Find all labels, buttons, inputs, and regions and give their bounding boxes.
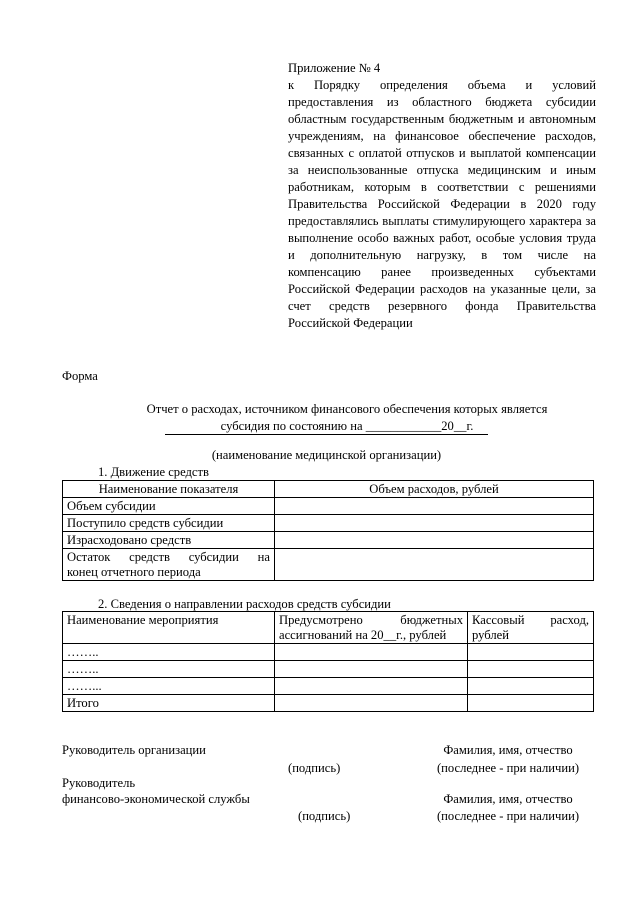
table-row xyxy=(63,661,594,678)
section2-heading: 2. Сведения о направлении расходов средств субсидии xyxy=(98,597,391,611)
report-title-line2: субсидия по состоянию на ____________20__г. xyxy=(220,419,474,433)
row-label: Объем субсидии xyxy=(63,498,275,515)
row-cell xyxy=(468,695,594,712)
col-header-cash: Кассовый расход, рублей xyxy=(468,612,594,644)
form-label: Форма xyxy=(62,369,98,383)
row-label: …….. xyxy=(63,661,275,678)
row-label: …….. xyxy=(63,644,275,661)
row-label-total: Итого xyxy=(63,695,275,712)
col-header-planned: Предусмотрено бюджетных ассигнований на 20__г., рублей xyxy=(275,612,468,644)
col-header-activity: Наименование мероприятия xyxy=(63,612,275,644)
table-row xyxy=(63,644,594,661)
table-row xyxy=(63,515,594,532)
row-cell xyxy=(468,661,594,678)
row-cell xyxy=(468,644,594,661)
row-value-cell xyxy=(275,515,594,532)
table-row xyxy=(63,532,594,549)
row-value-cell xyxy=(275,549,594,581)
table-row xyxy=(63,678,594,695)
row-cell xyxy=(275,661,468,678)
table-row-total xyxy=(63,695,594,712)
row-value-cell xyxy=(275,532,594,549)
fin-name-note: (последнее - при наличии) xyxy=(436,809,580,823)
appendix-text: к Порядку определения объема и условий предоставления из областного бюджета субсидии областным государственным бюджетным и автономным учреждениям, на финансовое обеспечение расходов, связанных с оплатой отпусков и выплатой компенсации за неиспользованные отпуска медицинским и иным работникам, которым в соответствии с решениями Правительства Российской Федерации в 2020 году предоставлялись выплаты стимулирующего характера за выполнение особо важных работ, особые условия труда и дополнительную нагрузку, в том числе на компенсацию ранее произведенных субъектами Российской Федерации расходов на указанные цели, за счет средств резервного фонда Правительства Российской Федерации xyxy=(288,78,596,330)
funds-movement-table xyxy=(62,480,594,581)
head-name-note: (последнее - при наличии) xyxy=(436,761,580,775)
table-header-row xyxy=(63,612,594,644)
row-label: ……... xyxy=(63,678,275,695)
row-cell xyxy=(468,678,594,695)
col-header-indicator: Наименование показателя xyxy=(63,481,275,498)
table-header-row xyxy=(63,481,594,498)
col-header-amount: Объем расходов, рублей xyxy=(275,481,594,498)
appendix-block xyxy=(288,60,596,332)
head-name-label: Фамилия, имя, отчество xyxy=(443,743,573,757)
row-cell xyxy=(275,644,468,661)
fin-signature-label-1: Руководитель xyxy=(62,776,136,790)
appendix-heading: Приложение № 4 xyxy=(288,61,381,75)
table-row xyxy=(63,498,594,515)
row-value-cell xyxy=(275,498,594,515)
row-label xyxy=(63,549,275,581)
row-cell xyxy=(275,695,468,712)
section1-heading: 1. Движение средств xyxy=(98,465,209,479)
head-signature-label: Руководитель организации xyxy=(62,743,206,757)
report-title-line1: Отчет о расходах, источником финансового обеспечения которых является xyxy=(146,402,548,416)
head-signature-caption: (подпись) xyxy=(288,761,341,775)
fin-signature-label-2: финансово-экономической службы xyxy=(62,792,250,806)
org-name-line xyxy=(165,434,488,435)
row-label-line2: конец отчетного периода xyxy=(67,565,201,579)
expenses-table xyxy=(62,611,594,712)
report-title xyxy=(62,401,632,435)
row-label: Поступило средств субсидии xyxy=(63,515,275,532)
org-name-caption: (наименование медицинской организации) xyxy=(211,448,442,462)
fin-name-label: Фамилия, имя, отчество xyxy=(443,792,573,806)
row-cell xyxy=(275,678,468,695)
table-row xyxy=(63,549,594,581)
row-label: Израсходовано средств xyxy=(63,532,275,549)
row-label-line1: Остаток средств субсидии на xyxy=(67,550,270,564)
fin-signature-caption: (подпись) xyxy=(298,809,351,823)
